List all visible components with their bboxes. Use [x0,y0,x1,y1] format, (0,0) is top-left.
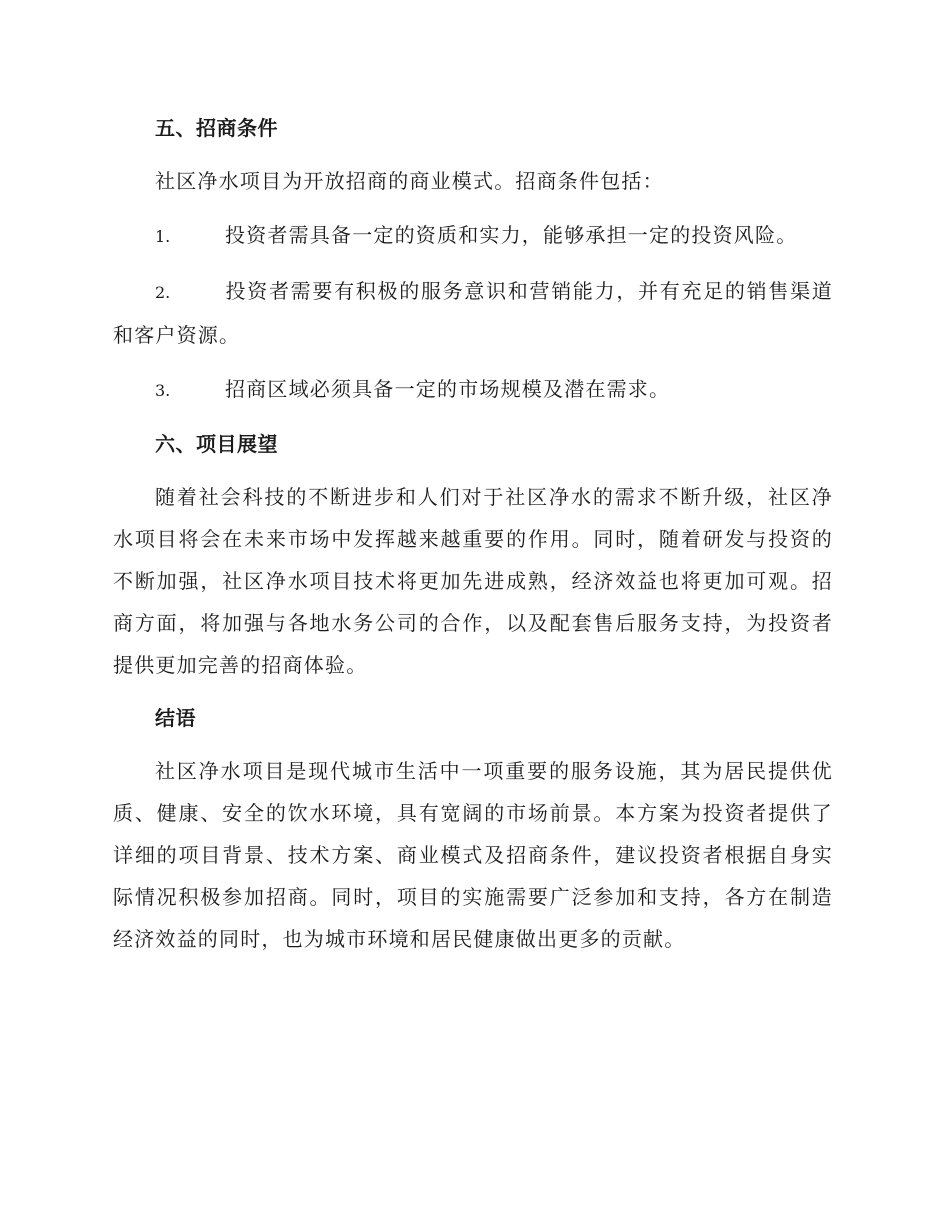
project-outlook-paragraph: 随着社会科技的不断进步和人们对于社区净水的需求不断升级，社区净水项目将会在未来市场中发挥越来越重要的作用。同时，随着研发与投资的不断加强，社区净水项目技术将更加先进成熟，经济效益也将更加可观。招商方面，将加强与各地水务公司的合作，以及配套售后服务支持，为投资者提供更加完善的招商体验。 [113,485,833,677]
list-item-text: 投资者需要有积极的服务意识和营销能力，并有充足的销售渠道和客户资源。 [113,279,833,347]
investment-conditions-intro: 社区净水项目为开放招商的商业模式。招商条件包括： [155,169,664,193]
condition-item-3 [113,368,833,412]
list-item-text: 招商区域必须具备一定的市场规模及潜在需求。 [225,377,671,401]
list-number: 2. [155,283,171,302]
section-heading-investment-conditions: 五、招商条件 [155,116,278,140]
condition-item-1 [113,214,833,258]
section-heading-project-outlook: 六、项目展望 [155,432,278,456]
condition-item-2 [113,270,833,356]
list-item-text: 投资者需具备一定的资质和实力，能够承担一定的投资风险。 [225,223,798,247]
list-number: 1. [155,227,171,246]
list-number: 3. [155,381,171,400]
section-heading-conclusion: 结语 [155,706,196,730]
document-page [113,108,833,972]
conclusion-paragraph: 社区净水项目是现代城市生活中一项重要的服务设施，其为居民提供优质、健康、安全的饮水环境，具有宽阔的市场前景。本方案为投资者提供了详细的项目背景、技术方案、商业模式及招商条件，建议投资者根据自身实际情况积极参加招商。同时，项目的实施需要广泛参加和支持，各方在制造经济效益的同时，也为城市环境和居民健康做出更多的贡献。 [113,759,833,951]
